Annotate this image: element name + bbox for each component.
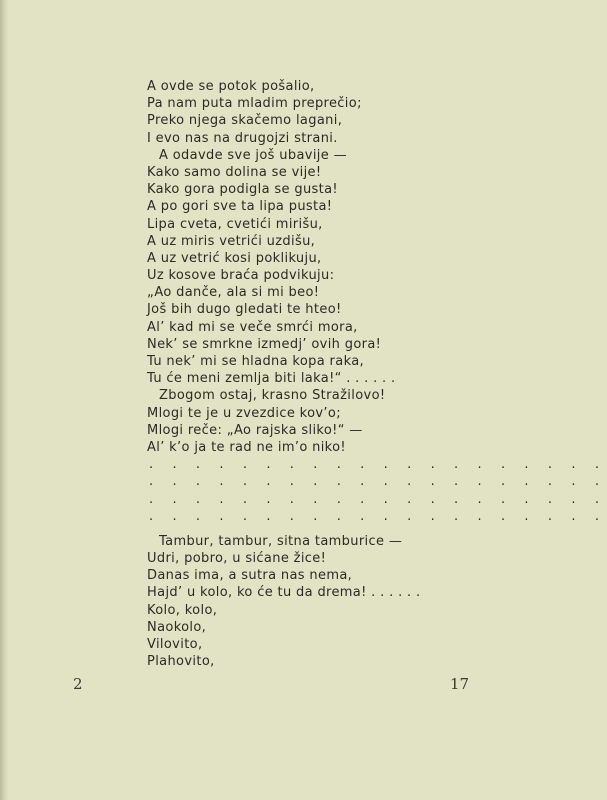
stanza-2 xyxy=(147,533,537,671)
poem-line: Plahovito, xyxy=(147,654,215,670)
poem-body xyxy=(147,78,607,670)
poem-line: Tu će meni zemlja biti laka!“ . . . . . . xyxy=(147,371,396,387)
poem-line: Mlogi te je u zvezdice kov’o; xyxy=(147,405,341,421)
poem-line: Naokolo, xyxy=(147,619,207,635)
page-number: 17 xyxy=(450,675,470,693)
poem-line: Uz kosove braća podvikuju: xyxy=(147,268,335,284)
poem-line: Lipa cveta, cvetići mirišu, xyxy=(147,216,323,232)
poem-line: Udri, pobro, u sićane žice! xyxy=(147,551,327,567)
poem-line: Još bih dugo gledati te hteo! xyxy=(147,302,342,318)
ellipsis-rows xyxy=(147,456,607,525)
signature-mark: 2 xyxy=(73,675,83,693)
poem-line: Kako samo dolina se vije! xyxy=(147,164,322,180)
ellipsis-row: . . . . . . . . . . . . . . . . . . . . xyxy=(149,491,607,507)
poem-line: Mlogi reče: „Ao rajska sliko!“ — xyxy=(147,422,363,438)
ellipsis-row: . . . . . . . . . . . . . . . . . . . . xyxy=(149,474,607,490)
poem-line: Vilovito, xyxy=(147,637,203,652)
page-edge xyxy=(0,0,9,800)
poem-line: Nek’ se smrkne izmedj’ ovih gora! xyxy=(147,336,382,352)
ellipsis-row: . . . . . . . . . . . . . . . . . . . . xyxy=(149,457,607,473)
poem-line: Kolo, kolo, xyxy=(147,602,218,618)
poem-line: A odavde sve još ubavije — xyxy=(159,147,347,163)
poem-line: Preko njega skačemo lagani, xyxy=(147,113,343,129)
poem-line: A uz miris vetrići uzdišu, xyxy=(147,233,316,249)
poem-line: A po gori sve ta lipa pusta! xyxy=(147,199,333,215)
poem-line: Al’ kad mi se veče smrći mora, xyxy=(147,319,358,335)
poem-line: Zbogom ostaj, krasno Stražilovo! xyxy=(159,388,386,404)
poem-line: A ovde se potok pošalio, xyxy=(147,79,315,94)
poem-line: Tambur, tambur, sitna tamburice — xyxy=(159,533,403,549)
poem-line: Kako gora podigla se gusta! xyxy=(147,182,338,198)
poem-line: Hajd’ u kolo, ko će tu da drema! . . . . . . xyxy=(147,585,421,601)
ellipsis-row: . . . . . . . . . . . . . . . . . . . . xyxy=(149,508,607,524)
poem-line: Tu nek’ mi se hladna kopa raka, xyxy=(147,354,365,369)
spacer xyxy=(147,525,537,533)
poem-line: A uz vetrić kosi poklikuju, xyxy=(147,250,322,266)
poem-line: „Ao danče, ala si mi beo! xyxy=(147,285,320,301)
poem-line: Al’ k’o ja te rad ne im’o niko! xyxy=(147,439,346,455)
poem-line: Danas ima, a sutra nas nema, xyxy=(147,568,353,584)
poem-line: I evo nas na drugojzi strani. xyxy=(147,130,338,146)
stanza-1 xyxy=(147,78,537,456)
poem-line: Pa nam puta mladim preprečio; xyxy=(147,96,362,112)
